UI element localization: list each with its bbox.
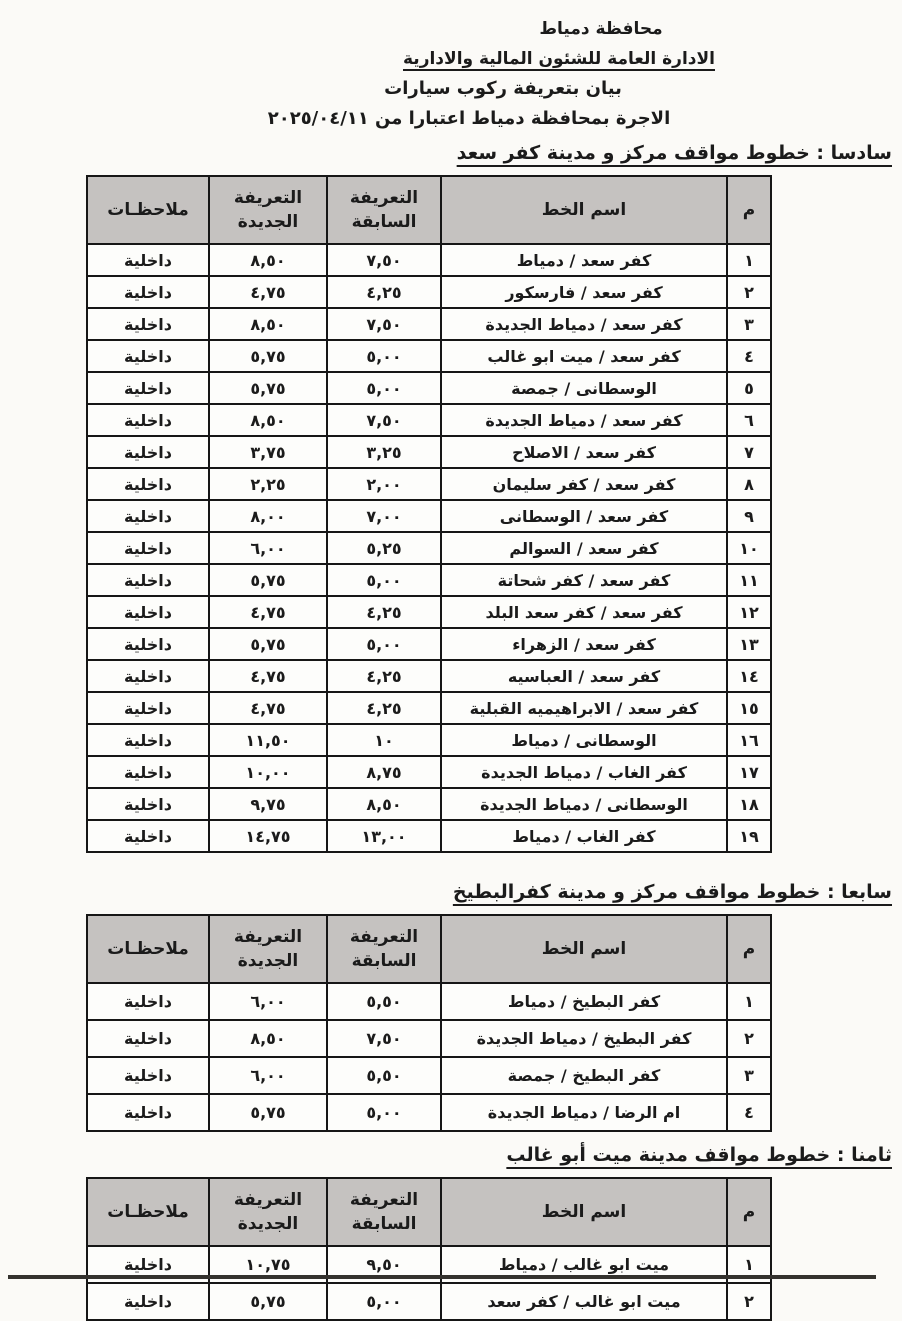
line-name: كفر سعد / دمياط الجديدة bbox=[441, 404, 727, 436]
notes: داخلية bbox=[87, 468, 209, 500]
column-header: اسم الخط bbox=[441, 176, 727, 244]
new-fare: ٣,٧٥ bbox=[209, 436, 327, 468]
previous-fare: ٤,٢٥ bbox=[327, 692, 441, 724]
column-header: ملاحظـات bbox=[87, 176, 209, 244]
row-number: ١٥ bbox=[727, 692, 771, 724]
line-name: كفر سعد / كفر سعد البلد bbox=[441, 596, 727, 628]
table-row bbox=[87, 1020, 771, 1057]
row-number: ١٩ bbox=[727, 820, 771, 852]
row-number: ١١ bbox=[727, 564, 771, 596]
previous-fare: ٣,٢٥ bbox=[327, 436, 441, 468]
previous-fare: ٥,٠٠ bbox=[327, 1094, 441, 1131]
previous-fare: ١٣,٠٠ bbox=[327, 820, 441, 852]
row-number: ٢ bbox=[727, 1283, 771, 1320]
notes: داخلية bbox=[87, 1094, 209, 1131]
previous-fare: ٨,٥٠ bbox=[327, 788, 441, 820]
notes: داخلية bbox=[87, 628, 209, 660]
previous-fare: ٧,٥٠ bbox=[327, 308, 441, 340]
column-header: اسم الخط bbox=[441, 915, 727, 983]
column-header: اسم الخط bbox=[441, 1178, 727, 1246]
line-name: ام الرضا / دمياط الجديدة bbox=[441, 1094, 727, 1131]
previous-fare: ٢,٠٠ bbox=[327, 468, 441, 500]
notes: داخلية bbox=[87, 1057, 209, 1094]
line-name: كفر سعد / الابراهيميه القبلية bbox=[441, 692, 727, 724]
row-number: ٤ bbox=[727, 340, 771, 372]
new-fare: ٨,٥٠ bbox=[209, 244, 327, 276]
new-fare: ٢,٢٥ bbox=[209, 468, 327, 500]
column-header: م bbox=[727, 176, 771, 244]
row-number: ١ bbox=[727, 244, 771, 276]
table-header bbox=[87, 915, 771, 983]
notes: داخلية bbox=[87, 340, 209, 372]
previous-fare: ٩,٥٠ bbox=[327, 1246, 441, 1283]
notes: داخلية bbox=[87, 1246, 209, 1283]
notes: داخلية bbox=[87, 404, 209, 436]
column-header: التعريفة السابقة bbox=[327, 176, 441, 244]
notes: داخلية bbox=[87, 308, 209, 340]
line-name: كفر البطيخ / دمياط الجديدة bbox=[441, 1020, 727, 1057]
previous-fare: ٤,٢٥ bbox=[327, 660, 441, 692]
notes: داخلية bbox=[87, 1020, 209, 1057]
table-row bbox=[87, 308, 771, 340]
notes: داخلية bbox=[87, 532, 209, 564]
scan-edge-artifact bbox=[8, 1275, 876, 1279]
column-header: التعريفة الجديدة bbox=[209, 915, 327, 983]
department-title: الادارة العامة للشئون المالية والادارية bbox=[403, 49, 715, 69]
new-fare: ٦,٠٠ bbox=[209, 532, 327, 564]
row-number: ١٨ bbox=[727, 788, 771, 820]
row-number: ١٤ bbox=[727, 660, 771, 692]
notes: داخلية bbox=[87, 244, 209, 276]
effective-date-line: الاجرة بمحافظة دمياط اعتبارا من ٢٠٢٥/٠٤/١١ bbox=[267, 108, 671, 129]
row-number: ١٠ bbox=[727, 532, 771, 564]
line-name: كفر سعد / ميت ابو غالب bbox=[441, 340, 727, 372]
line-name: كفر سعد / كفر سليمان bbox=[441, 468, 727, 500]
table-row bbox=[87, 756, 771, 788]
table-row bbox=[87, 596, 771, 628]
previous-fare: ٥,٢٥ bbox=[327, 532, 441, 564]
governorate-title: محافظة دمياط bbox=[539, 19, 663, 39]
row-number: ٢ bbox=[727, 276, 771, 308]
row-number: ٩ bbox=[727, 500, 771, 532]
notes: داخلية bbox=[87, 820, 209, 852]
row-number: ١ bbox=[727, 1246, 771, 1283]
row-number: ٥ bbox=[727, 372, 771, 404]
table-header bbox=[87, 176, 771, 244]
new-fare: ٥,٧٥ bbox=[209, 628, 327, 660]
notes: داخلية bbox=[87, 500, 209, 532]
row-number: ٣ bbox=[727, 1057, 771, 1094]
line-name: كفر الغاب / دمياط الجديدة bbox=[441, 756, 727, 788]
column-header: التعريفة الجديدة bbox=[209, 176, 327, 244]
table-body bbox=[87, 1246, 771, 1320]
line-name: كفر سعد / الزهراء bbox=[441, 628, 727, 660]
statement-title: بيان بتعريفة ركوب سيارات bbox=[384, 78, 622, 99]
previous-fare: ٥,٥٠ bbox=[327, 1057, 441, 1094]
table-header bbox=[87, 1178, 771, 1246]
previous-fare: ٧,٥٠ bbox=[327, 404, 441, 436]
fare-table-kafr-saad bbox=[86, 175, 772, 853]
notes: داخلية bbox=[87, 756, 209, 788]
row-number: ٨ bbox=[727, 468, 771, 500]
line-name: ميت ابو غالب / دمياط bbox=[441, 1246, 727, 1283]
previous-fare: ١٠ bbox=[327, 724, 441, 756]
table-body bbox=[87, 983, 771, 1131]
notes: داخلية bbox=[87, 372, 209, 404]
table-row bbox=[87, 276, 771, 308]
row-number: ٤ bbox=[727, 1094, 771, 1131]
table-row bbox=[87, 692, 771, 724]
header-row bbox=[87, 1178, 771, 1246]
new-fare: ٥,٧٥ bbox=[209, 372, 327, 404]
previous-fare: ٤,٢٥ bbox=[327, 276, 441, 308]
table-row bbox=[87, 564, 771, 596]
section-title-seventh: سابعا : خطوط مواقف مركز و مدينة كفرالبطيخ bbox=[452, 881, 892, 903]
table-row bbox=[87, 724, 771, 756]
new-fare: ٥,٧٥ bbox=[209, 564, 327, 596]
table-row bbox=[87, 244, 771, 276]
table-row bbox=[87, 660, 771, 692]
notes: داخلية bbox=[87, 660, 209, 692]
row-number: ١٦ bbox=[727, 724, 771, 756]
row-number: ١٢ bbox=[727, 596, 771, 628]
new-fare: ٦,٠٠ bbox=[209, 983, 327, 1020]
table-row bbox=[87, 1283, 771, 1320]
table-row bbox=[87, 983, 771, 1020]
row-number: ٦ bbox=[727, 404, 771, 436]
line-name: كفر سعد / فارسكور bbox=[441, 276, 727, 308]
notes: داخلية bbox=[87, 596, 209, 628]
line-name: كفر الغاب / دمياط bbox=[441, 820, 727, 852]
line-name: كفر سعد / كفر شحاتة bbox=[441, 564, 727, 596]
table-row bbox=[87, 628, 771, 660]
notes: داخلية bbox=[87, 692, 209, 724]
fare-table-mit-abu-ghaleb bbox=[86, 1177, 772, 1321]
previous-fare: ٨,٧٥ bbox=[327, 756, 441, 788]
table-row bbox=[87, 1057, 771, 1094]
table-row bbox=[87, 372, 771, 404]
header-row bbox=[87, 915, 771, 983]
table-row bbox=[87, 1094, 771, 1131]
row-number: ١ bbox=[727, 983, 771, 1020]
column-header: التعريفة السابقة bbox=[327, 915, 441, 983]
new-fare: ٨,٥٠ bbox=[209, 308, 327, 340]
row-number: ١٣ bbox=[727, 628, 771, 660]
previous-fare: ٧,٥٠ bbox=[327, 1020, 441, 1057]
previous-fare: ٥,٠٠ bbox=[327, 628, 441, 660]
new-fare: ٥,٧٥ bbox=[209, 1283, 327, 1320]
new-fare: ٩,٧٥ bbox=[209, 788, 327, 820]
table-row bbox=[87, 500, 771, 532]
new-fare: ١٠,٠٠ bbox=[209, 756, 327, 788]
line-name: كفر سعد / العباسيه bbox=[441, 660, 727, 692]
notes: داخلية bbox=[87, 788, 209, 820]
notes: داخلية bbox=[87, 276, 209, 308]
previous-fare: ٧,٥٠ bbox=[327, 244, 441, 276]
new-fare: ٥,٧٥ bbox=[209, 340, 327, 372]
new-fare: ٦,٠٠ bbox=[209, 1057, 327, 1094]
notes: داخلية bbox=[87, 564, 209, 596]
line-name: كفر سعد / السوالم bbox=[441, 532, 727, 564]
line-name: كفر سعد / الوسطانى bbox=[441, 500, 727, 532]
row-number: ٢ bbox=[727, 1020, 771, 1057]
row-number: ٧ bbox=[727, 436, 771, 468]
new-fare: ٨,٥٠ bbox=[209, 1020, 327, 1057]
column-header: م bbox=[727, 1178, 771, 1246]
fare-table-kafr-elbatikh bbox=[86, 914, 772, 1132]
table-row bbox=[87, 436, 771, 468]
table-row bbox=[87, 468, 771, 500]
line-name: الوسطانى / دمياط الجديدة bbox=[441, 788, 727, 820]
line-name: كفر سعد / الاصلاح bbox=[441, 436, 727, 468]
notes: داخلية bbox=[87, 1283, 209, 1320]
previous-fare: ٧,٠٠ bbox=[327, 500, 441, 532]
header-row bbox=[87, 176, 771, 244]
previous-fare: ٥,٥٠ bbox=[327, 983, 441, 1020]
column-header: ملاحظـات bbox=[87, 915, 209, 983]
line-name: الوسطانى / جمصة bbox=[441, 372, 727, 404]
line-name: الوسطانى / دمياط bbox=[441, 724, 727, 756]
row-number: ٣ bbox=[727, 308, 771, 340]
table-row bbox=[87, 404, 771, 436]
notes: داخلية bbox=[87, 436, 209, 468]
column-header: التعريفة الجديدة bbox=[209, 1178, 327, 1246]
new-fare: ٤,٧٥ bbox=[209, 660, 327, 692]
new-fare: ١٤,٧٥ bbox=[209, 820, 327, 852]
table-row bbox=[87, 820, 771, 852]
table-row bbox=[87, 788, 771, 820]
section-title-sixth: سادسا : خطوط مواقف مركز و مدينة كفر سعد bbox=[456, 142, 892, 164]
column-header: التعريفة السابقة bbox=[327, 1178, 441, 1246]
new-fare: ٥,٧٥ bbox=[209, 1094, 327, 1131]
notes: داخلية bbox=[87, 983, 209, 1020]
line-name: كفر سعد / دمياط bbox=[441, 244, 727, 276]
row-number: ١٧ bbox=[727, 756, 771, 788]
previous-fare: ٥,٠٠ bbox=[327, 1283, 441, 1320]
new-fare: ٨,٥٠ bbox=[209, 404, 327, 436]
new-fare: ١١,٥٠ bbox=[209, 724, 327, 756]
table-body bbox=[87, 244, 771, 852]
table-row bbox=[87, 532, 771, 564]
line-name: كفر البطيخ / دمياط bbox=[441, 983, 727, 1020]
previous-fare: ٥,٠٠ bbox=[327, 340, 441, 372]
section-title-eighth: ثامنا : خطوط مواقف مدينة ميت أبو غالب bbox=[506, 1144, 892, 1166]
previous-fare: ٥,٠٠ bbox=[327, 564, 441, 596]
line-name: كفر سعد / دمياط الجديدة bbox=[441, 308, 727, 340]
column-header: م bbox=[727, 915, 771, 983]
table-row bbox=[87, 340, 771, 372]
new-fare: ٤,٧٥ bbox=[209, 276, 327, 308]
previous-fare: ٥,٠٠ bbox=[327, 372, 441, 404]
previous-fare: ٤,٢٥ bbox=[327, 596, 441, 628]
column-header: ملاحظـات bbox=[87, 1178, 209, 1246]
line-name: ميت ابو غالب / كفر سعد bbox=[441, 1283, 727, 1320]
new-fare: ٨,٠٠ bbox=[209, 500, 327, 532]
notes: داخلية bbox=[87, 724, 209, 756]
line-name: كفر البطيخ / جمصة bbox=[441, 1057, 727, 1094]
new-fare: ٤,٧٥ bbox=[209, 692, 327, 724]
new-fare: ٤,٧٥ bbox=[209, 596, 327, 628]
new-fare: ١٠,٧٥ bbox=[209, 1246, 327, 1283]
